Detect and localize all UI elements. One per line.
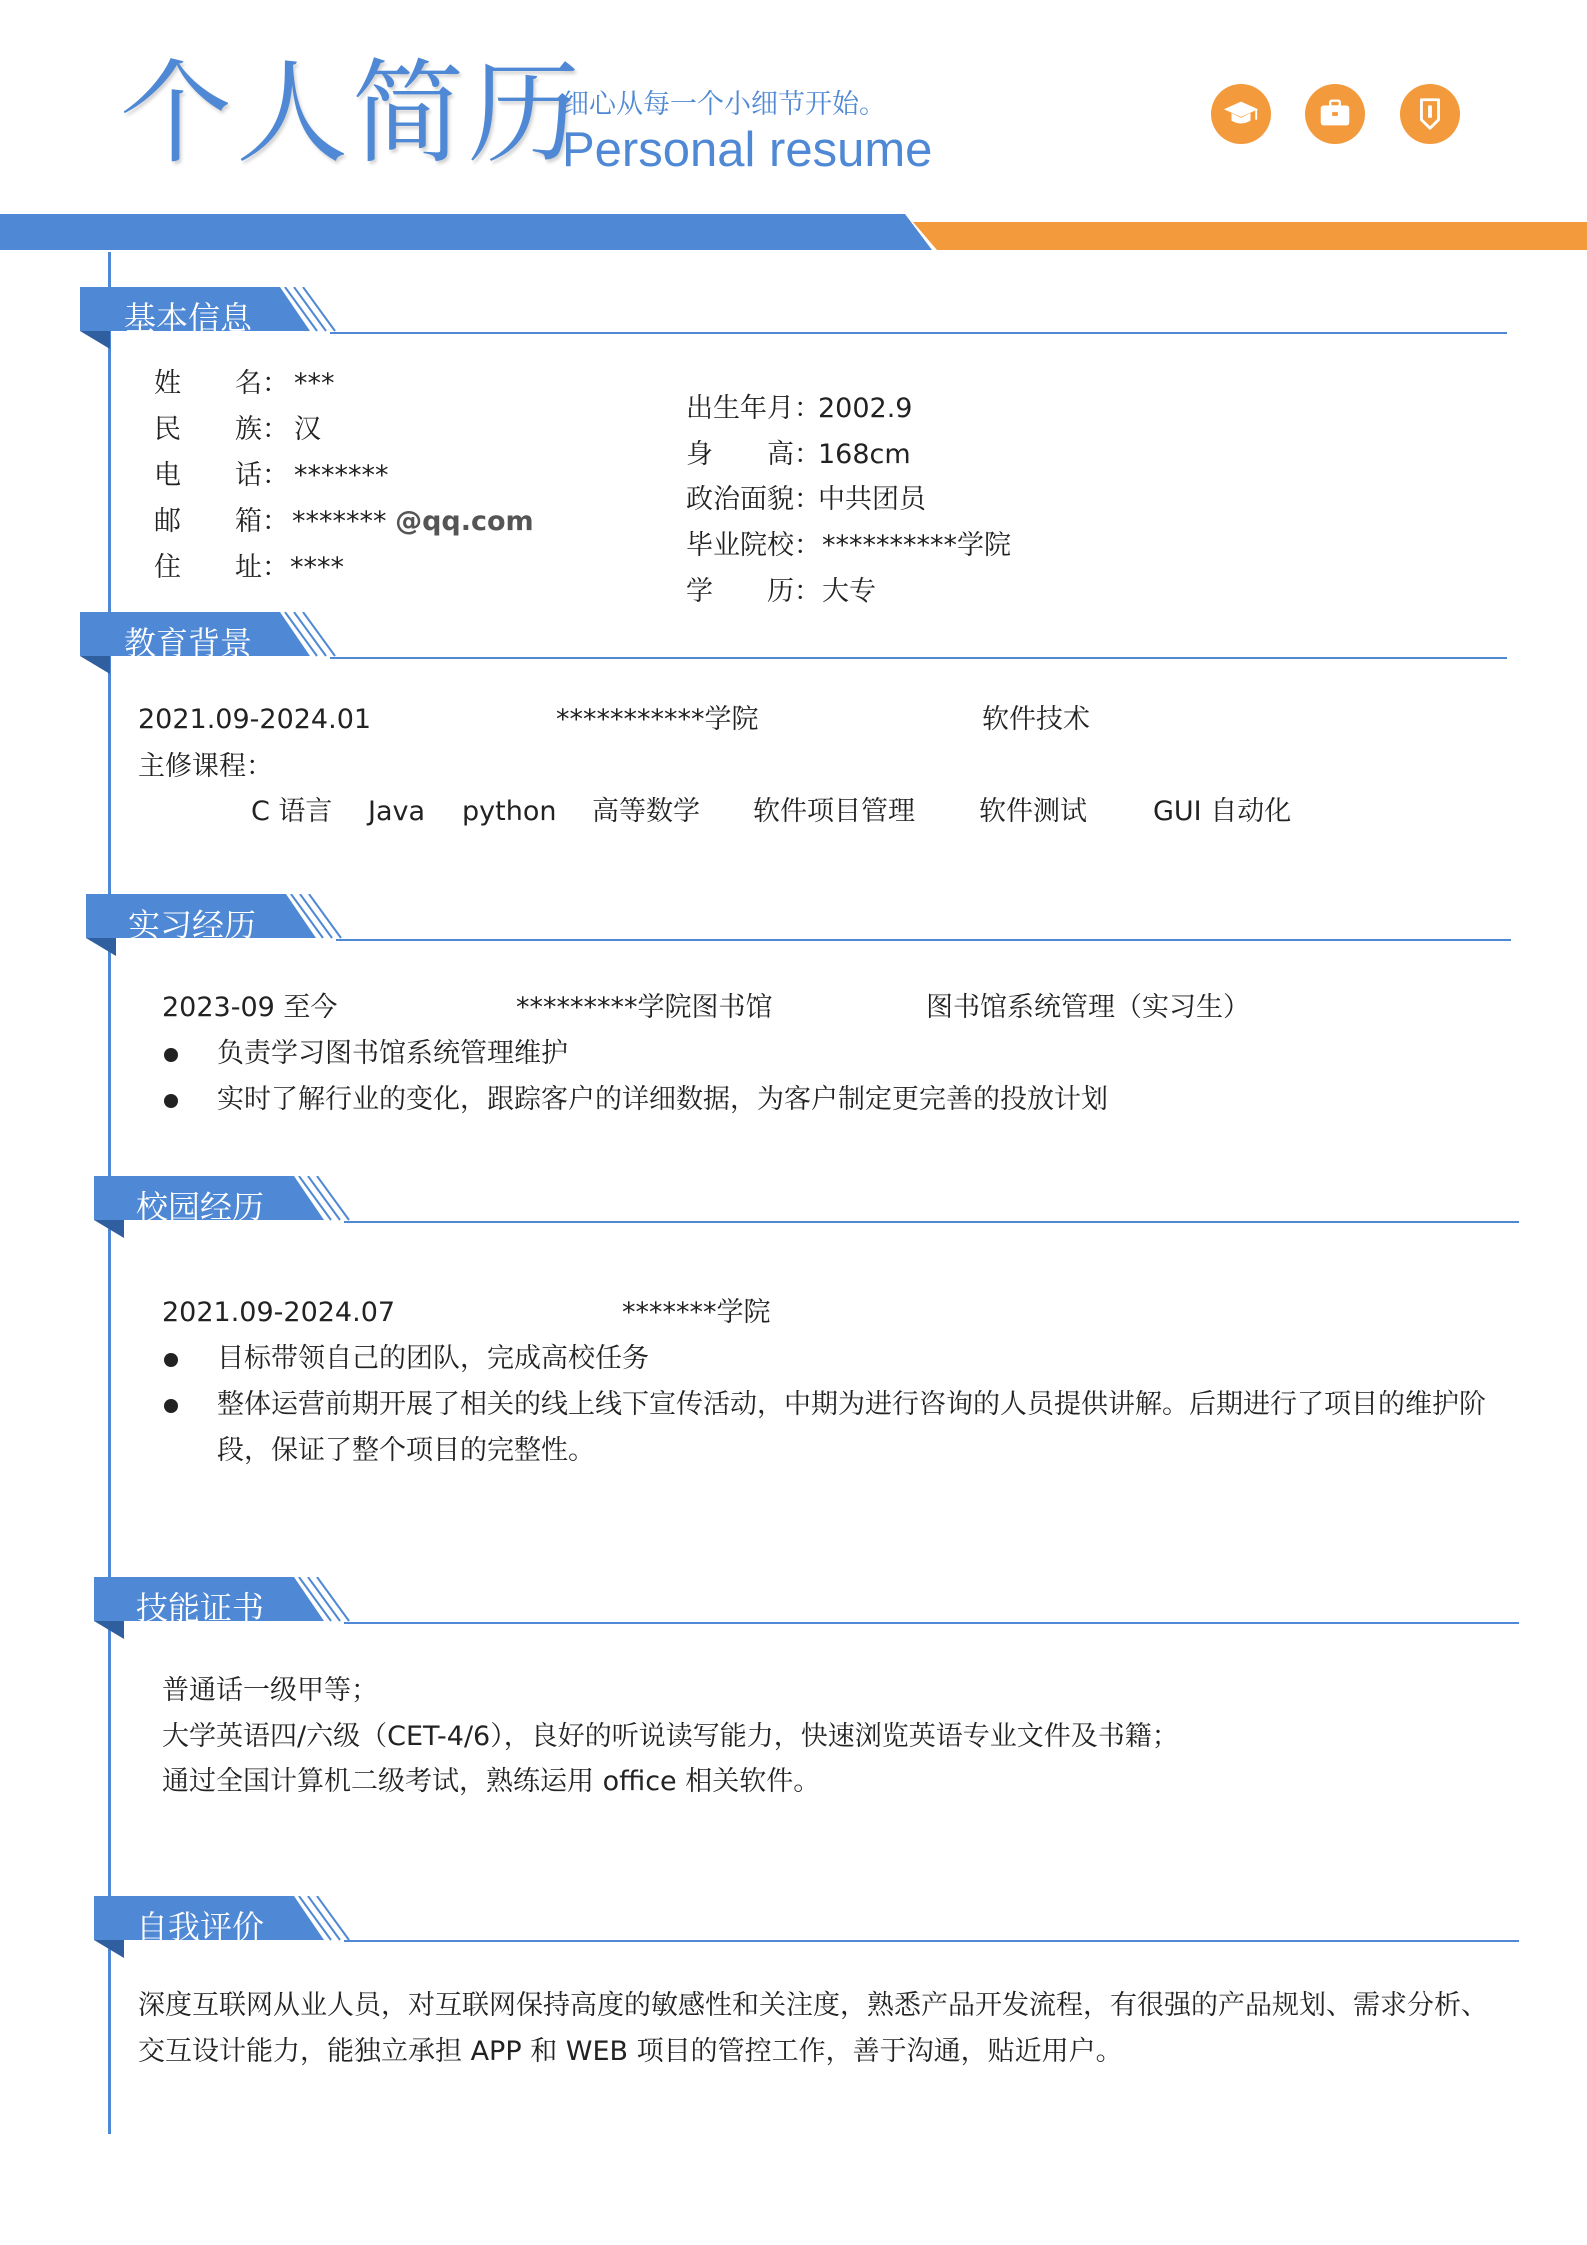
self-evaluation-line: 交互设计能力，能独立承担 APP 和 WEB 项目的管控工作，善于沟通，贴近用户。 xyxy=(138,2036,1123,2067)
political-value: 中共团员 xyxy=(818,484,926,515)
campus-school: *******学院 xyxy=(622,1297,771,1328)
course-item: 高等数学 xyxy=(592,796,700,827)
section-heading: 技能证书 xyxy=(136,1589,265,1627)
name-value: *** xyxy=(294,368,335,399)
section-divider xyxy=(336,939,1511,941)
list-item: 目标带领自己的团队，完成高校任务 xyxy=(217,1343,649,1374)
political-label: 政治面貌： xyxy=(686,484,821,515)
course-item: C 语言 xyxy=(251,796,333,827)
section-tab-internship xyxy=(86,894,356,942)
section-tab-basic-info xyxy=(80,287,350,335)
section-divider xyxy=(344,1940,1519,1942)
course-item: 软件测试 xyxy=(979,796,1087,827)
height-label: 身 高： xyxy=(686,439,821,470)
education-school: ***********学院 xyxy=(556,704,759,735)
degree-value: 大专 xyxy=(822,576,876,607)
section-divider xyxy=(330,657,1507,659)
section-heading: 基本信息 xyxy=(124,299,253,337)
section-tab-campus xyxy=(94,1176,364,1224)
section-divider xyxy=(330,332,1507,334)
email-label: 邮 箱： xyxy=(154,506,289,537)
section-tab-skills xyxy=(94,1577,364,1625)
bullet-dot xyxy=(164,1399,178,1413)
education-major: 软件技术 xyxy=(982,704,1090,735)
section-divider xyxy=(344,1221,1519,1223)
graduation-cap-icon xyxy=(1211,84,1271,144)
resume-title-en: Personal resume xyxy=(562,123,933,177)
skill-line: 通过全国计算机二级考试，熟练运用 office 相关软件。 xyxy=(162,1766,821,1797)
courses-label: 主修课程： xyxy=(138,751,273,782)
list-item: 负责学习图书馆系统管理维护 xyxy=(217,1038,568,1069)
badge-icon xyxy=(1400,84,1460,144)
school-label: 毕业院校： xyxy=(686,530,821,561)
skill-line: 普通话一级甲等； xyxy=(162,1675,378,1706)
course-item: Java xyxy=(368,796,426,827)
internship-role: 图书馆系统管理（实习生） xyxy=(926,992,1250,1023)
section-divider xyxy=(344,1622,1519,1624)
school-value: **********学院 xyxy=(822,530,1011,561)
ethnicity-label: 民 族： xyxy=(154,414,289,445)
internship-company: *********学院图书馆 xyxy=(516,992,773,1023)
email-value xyxy=(292,506,534,538)
degree-label: 学 历： xyxy=(686,576,821,607)
phone-label: 电 话： xyxy=(154,460,289,491)
resume-title-cn: 个人简历 xyxy=(120,49,584,179)
ethnicity-value: 汉 xyxy=(294,414,321,445)
course-item: python xyxy=(462,796,557,827)
list-item: 实时了解行业的变化，跟踪客户的详细数据，为客户制定更完善的投放计划 xyxy=(217,1084,1108,1115)
height-value: 168cm xyxy=(818,439,911,470)
section-tab-education xyxy=(80,612,350,660)
section-heading: 教育背景 xyxy=(124,624,253,662)
campus-period: 2021.09-2024.07 xyxy=(162,1297,396,1328)
address-label: 住 址： xyxy=(154,552,289,583)
section-tab-self-evaluation xyxy=(94,1896,364,1944)
list-item: 整体运营前期开展了相关的线上线下宣传活动，中期为进行咨询的人员提供讲解。后期进行了项目的维护阶 xyxy=(217,1389,1486,1420)
section-heading: 校园经历 xyxy=(136,1188,265,1226)
resume-slogan: 细心从每一个小细节开始。 xyxy=(562,89,886,120)
birth-value: 2002.9 xyxy=(818,393,913,424)
skill-line: 大学英语四/六级（CET-4/6），良好的听说读写能力，快速浏览英语专业文件及书籍； xyxy=(162,1721,1179,1752)
bullet-dot xyxy=(164,1048,178,1062)
briefcase-icon xyxy=(1305,84,1365,144)
email-masked: ******* xyxy=(292,506,387,537)
email-domain: @qq.com xyxy=(395,506,534,537)
bullet-dot xyxy=(164,1353,178,1367)
section-heading: 自我评价 xyxy=(136,1908,265,1946)
education-period: 2021.09-2024.01 xyxy=(138,704,372,735)
birth-label: 出生年月： xyxy=(686,393,821,424)
internship-period: 2023-09 至今 xyxy=(162,992,338,1023)
course-item: GUI 自动化 xyxy=(1153,796,1292,827)
self-evaluation-line: 深度互联网从业人员，对互联网保持高度的敏感性和关注度，熟悉产品开发流程，有很强的产品规划、需求分析、 xyxy=(138,1990,1488,2021)
phone-value: ******* xyxy=(294,460,389,491)
bullet-dot xyxy=(164,1094,178,1108)
name-label: 姓 名： xyxy=(154,368,289,399)
list-item-continuation: 段，保证了整个项目的完整性。 xyxy=(217,1435,595,1466)
section-heading: 实习经历 xyxy=(128,906,257,944)
address-value: **** xyxy=(290,552,344,583)
course-item: 软件项目管理 xyxy=(753,796,915,827)
header-bar xyxy=(0,212,1587,256)
